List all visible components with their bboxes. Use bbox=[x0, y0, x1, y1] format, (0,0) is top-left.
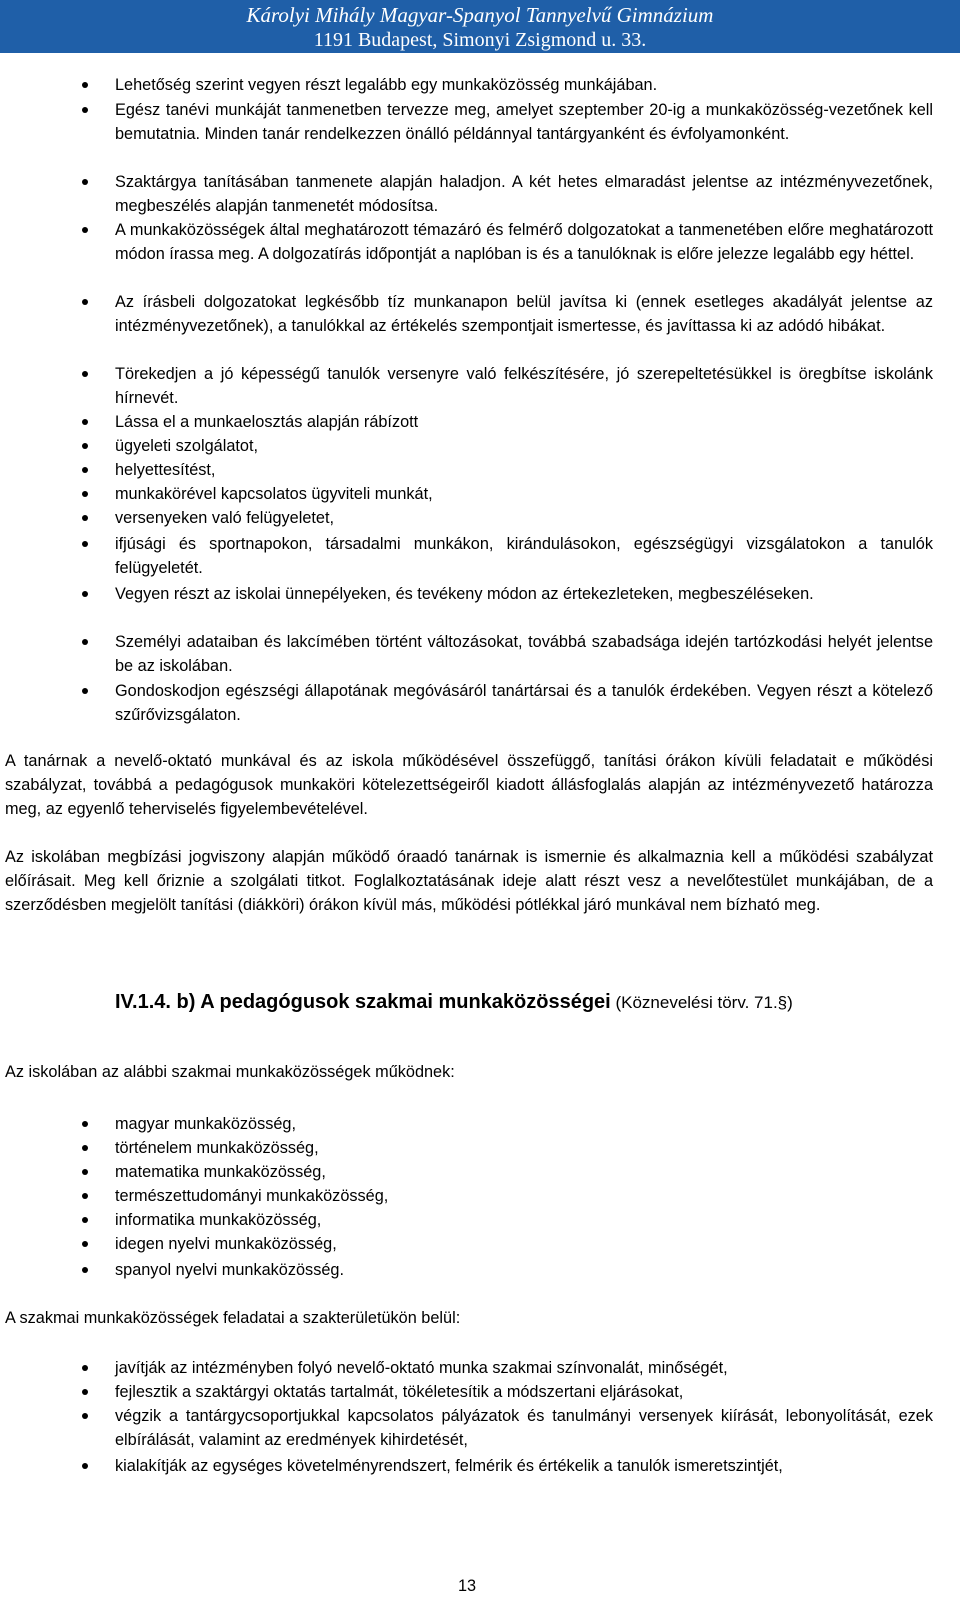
list-item: történelem munkaközösség, bbox=[115, 1136, 933, 1160]
bullet-icon bbox=[82, 541, 88, 547]
list-item: Szaktárgya tanításában tanmenete alapján haladjon. A két hetes elmaradást jelentse az intézményvezetőnek, megbeszélés alapján tanmenetét módosítsa. bbox=[115, 170, 933, 218]
list-item: versenyeken való felügyeletet, bbox=[115, 506, 933, 530]
list-item: fejlesztik a szaktárgyi oktatás tartalmát, tökéletesítik a módszertani eljárásokat, bbox=[115, 1380, 933, 1404]
list-item: helyettesítést, bbox=[115, 458, 933, 482]
list-item: Lássa el a munkaelosztás alapján rábízott bbox=[115, 410, 933, 434]
bullet-icon bbox=[82, 1169, 88, 1175]
bullet-icon bbox=[82, 179, 88, 185]
bullet-icon bbox=[82, 443, 88, 449]
section-title: IV.1.4. b) A pedagógusok szakmai munkaközösségei bbox=[115, 991, 611, 1013]
bullet-icon bbox=[82, 1365, 88, 1371]
list-item: magyar munkaközösség, bbox=[115, 1112, 933, 1136]
list-item: természettudományi munkaközösség, bbox=[115, 1184, 933, 1208]
list-item: ügyeleti szolgálatot, bbox=[115, 434, 933, 458]
school-name: Károlyi Mihály Magyar-Spanyol Tannyelvű Gimnázium bbox=[246, 3, 714, 27]
bullet-icon bbox=[82, 1193, 88, 1199]
list-intro: A szakmai munkaközösségek feladatai a szakterületükön belül: bbox=[5, 1309, 461, 1327]
bullet-icon bbox=[82, 1389, 88, 1395]
bullet-icon bbox=[82, 1217, 88, 1223]
section-heading bbox=[115, 989, 933, 1016]
list-item: Gondoskodjon egészségi állapotának megóvásáról tanártársai és a tanulók érdekében. Vegyen részt a kötelező szűrővizsgálaton. bbox=[115, 679, 933, 727]
bullet-icon bbox=[82, 82, 88, 88]
list-item: kialakítják az egységes követelményrendszert, felmérik és értékelik a tanulók ismeretszintjét, bbox=[115, 1454, 933, 1478]
bullet-icon bbox=[82, 419, 88, 425]
bullet-icon bbox=[82, 299, 88, 305]
bullet-icon bbox=[82, 491, 88, 497]
list-item: matematika munkaközösség, bbox=[115, 1160, 933, 1184]
list-item: Az írásbeli dolgozatokat legkésőbb tíz munkanapon belül javítsa ki (ennek esetleges akadályát jelentse az intézményvezetőnek), a tanulókkal az értékelés szempontjait ismertesse, és javíttassa ki az adódó hibákat. bbox=[115, 290, 933, 338]
list-item: Vegyen részt az iskolai ünnepélyeken, és tevékeny módon az értekezleteken, megbeszéléseken. bbox=[115, 582, 933, 606]
list-item: A munkaközösségek által meghatározott témazáró és felmérő dolgozatokat a tanmenetében előre meghatározott módon írassa meg. A dolgozatírás időpontját a naplóban is és a tanulóknak is előre jelezze legalább egy héttel. bbox=[115, 218, 933, 266]
list-item: Egész tanévi munkáját tanmenetben tervezze meg, amelyet szeptember 20-ig a munkaközösség-vezetőnek kell bemutatnia. Minden tanár rendelkezzen önálló példánnyal tantárgyanként és évfolyamonként. bbox=[115, 98, 933, 146]
bullet-icon bbox=[82, 107, 88, 113]
list-item: végzik a tantárgycsoportjukkal kapcsolatos pályázatok és tanulmányi versenyek kiírását, lebonyolítását, ezek elbírálását, valamint az eredmények kihirdetését, bbox=[115, 1404, 933, 1452]
list-item: idegen nyelvi munkaközösség, bbox=[115, 1232, 933, 1256]
page-number: 13 bbox=[457, 1577, 477, 1595]
list-item: informatika munkaközösség, bbox=[115, 1208, 933, 1232]
bullet-icon bbox=[82, 1413, 88, 1419]
bullet-icon bbox=[82, 688, 88, 694]
bullet-icon bbox=[82, 515, 88, 521]
list-intro: Az iskolában az alábbi szakmai munkaközösségek működnek: bbox=[5, 1063, 455, 1081]
list-item: spanyol nyelvi munkaközösség. bbox=[115, 1258, 933, 1282]
list-item: Lehetőség szerint vegyen részt legalább egy munkaközösség munkájában. bbox=[115, 73, 933, 97]
list-item: Törekedjen a jó képességű tanulók versenyre való felkészítésére, jó szerepeltetésükkel is öregbítse iskolánk hírnevét. bbox=[115, 362, 933, 410]
list-item: Személyi adataiban és lakcímében történt változásokat, továbbá szabadsága idején tartózkodási helyét jelentse be az iskolában. bbox=[115, 630, 933, 678]
section-reference: (Köznevelési törv. 71.§) bbox=[610, 993, 793, 1012]
bullet-icon bbox=[82, 467, 88, 473]
bullet-icon bbox=[82, 1121, 88, 1127]
bullet-icon bbox=[82, 1241, 88, 1247]
bullet-icon bbox=[82, 1145, 88, 1151]
list-item: ifjúsági és sportnapokon, társadalmi munkákon, kirándulásokon, egészségügyi vizsgálatokon a tanulók felügyeletét. bbox=[115, 532, 933, 580]
list-item: javítják az intézményben folyó nevelő-oktató munka szakmai színvonalát, minőségét, bbox=[115, 1356, 933, 1380]
bullet-icon bbox=[82, 1463, 88, 1469]
bullet-icon bbox=[82, 1267, 88, 1273]
paragraph: Az iskolában megbízási jogviszony alapján működő óraadó tanárnak is ismernie és alkalmaznia kell a működési szabályzat előírásait. Meg kell őriznie a szolgálati titkot. Foglalkoztatásának ideje alatt részt vesz a nevelőtestület munkájában, de a szerződésben megjelölt tanítási (diákköri) órákon kívül más, működési pótlékkal járó munkával nem bízható meg. bbox=[5, 848, 933, 914]
bullet-icon bbox=[82, 591, 88, 597]
list-item: munkakörével kapcsolatos ügyviteli munkát, bbox=[115, 482, 933, 506]
bullet-icon bbox=[82, 227, 88, 233]
bullet-icon bbox=[82, 371, 88, 377]
bullet-icon bbox=[82, 639, 88, 645]
school-address: 1191 Budapest, Simonyi Zsigmond u. 33. bbox=[313, 29, 647, 51]
page-header bbox=[0, 0, 960, 53]
paragraph: A tanárnak a nevelő-oktató munkával és az iskola működésével összefüggő, tanítási órákon kívüli feladatait e működési szabályzat, továbbá a pedagógusok munkaköri kötelezettségeiről kiadott állásfoglalás alapján az intézményvezető határozza meg, az egyenlő teherviselés figyelembevételével. bbox=[5, 752, 933, 818]
